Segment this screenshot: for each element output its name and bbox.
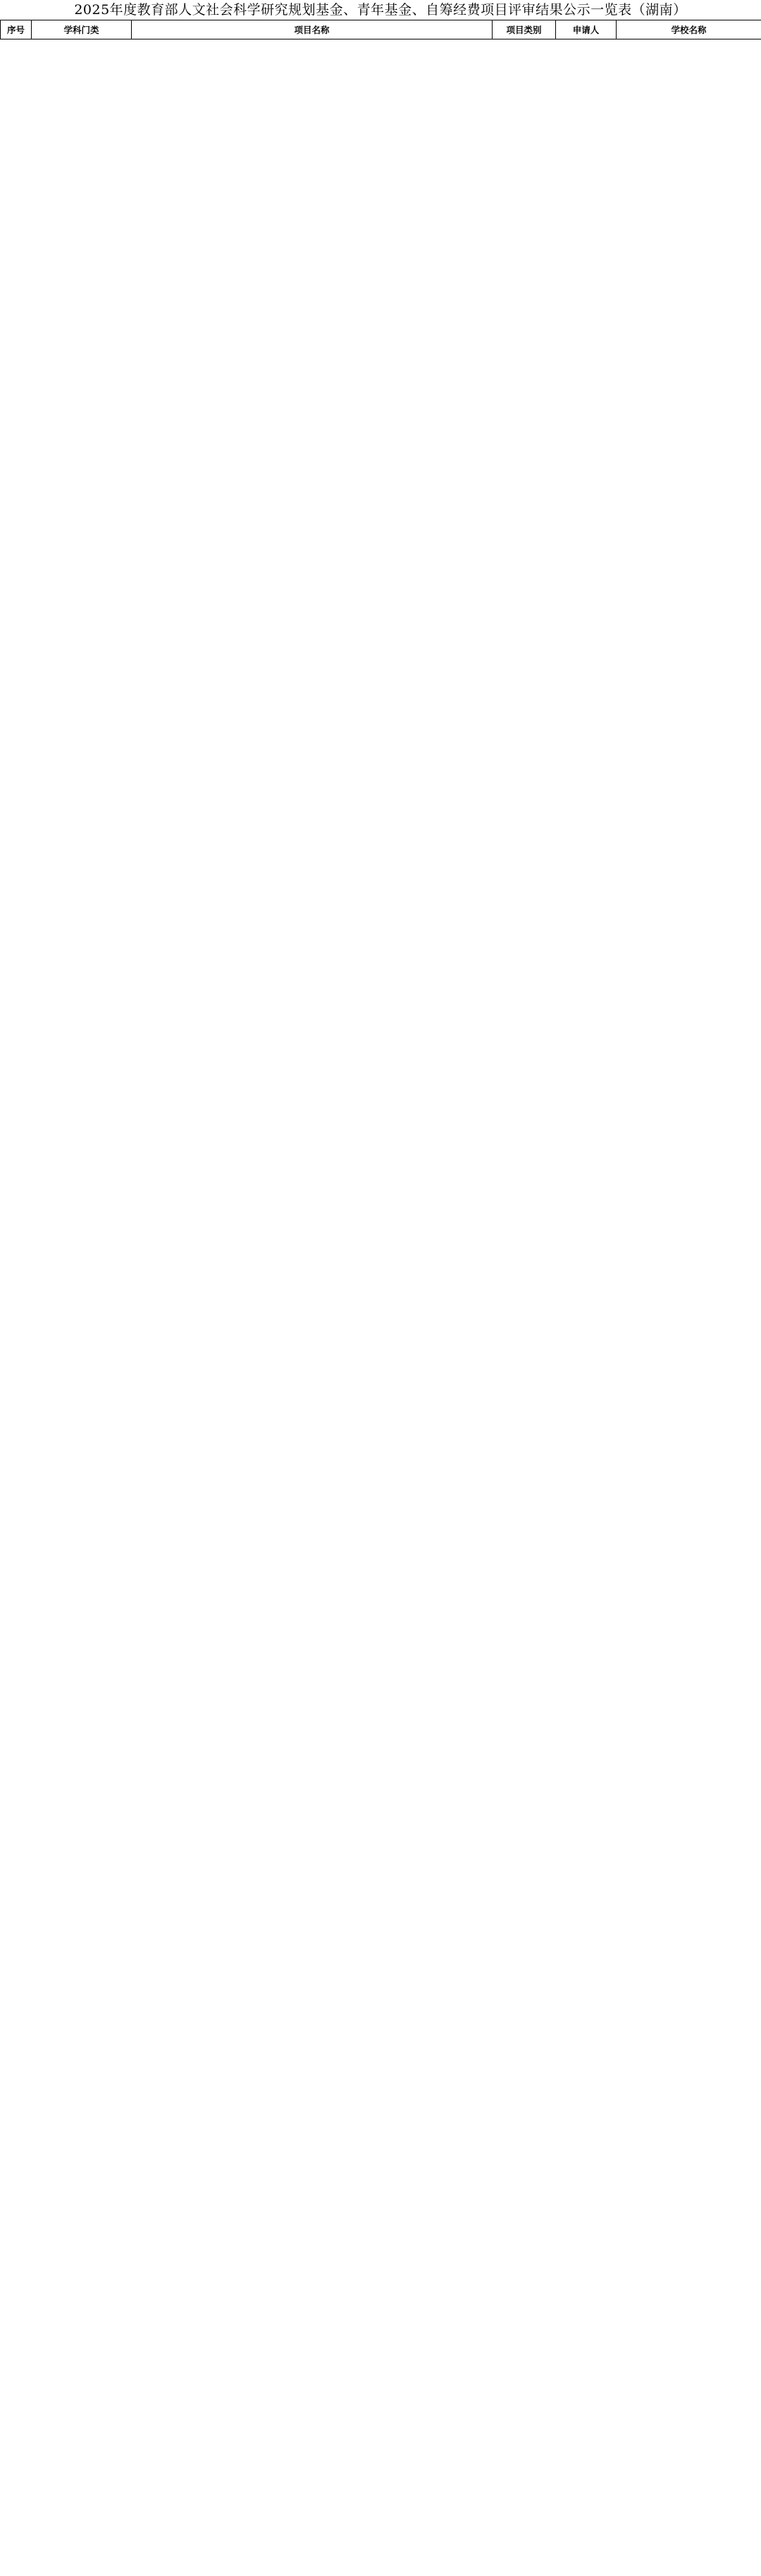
header-school: 学校名称 xyxy=(617,20,761,39)
header-type: 项目类别 xyxy=(493,20,556,39)
table-header xyxy=(1,20,761,39)
document-title: 2025年度教育部人文社会科学研究规划基金、青年基金、自筹经费项目评审结果公示一览表（湖南） xyxy=(74,2,687,18)
header-project: 项目名称 xyxy=(132,20,493,39)
header-no: 序号 xyxy=(1,20,32,39)
header-applicant: 申请人 xyxy=(556,20,617,39)
results-table xyxy=(0,20,761,39)
header-subject: 学科门类 xyxy=(32,20,132,39)
header-row xyxy=(1,20,761,39)
